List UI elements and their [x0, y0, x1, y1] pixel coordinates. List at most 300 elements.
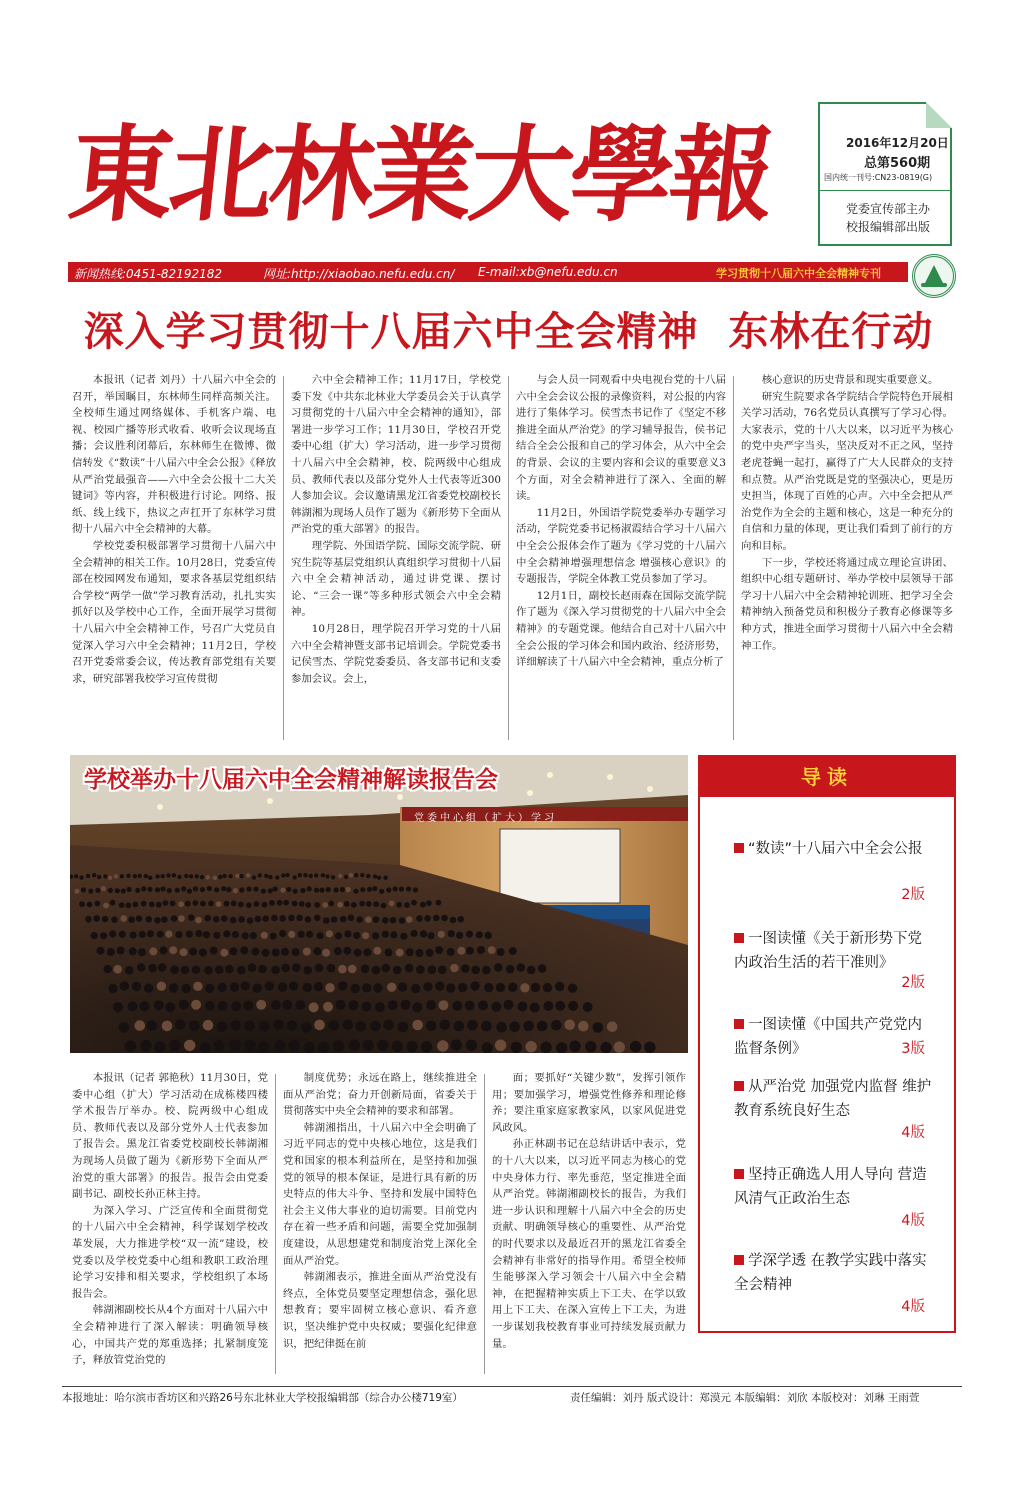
- bullet-square-icon: [734, 1019, 744, 1029]
- audience-head: [138, 948, 146, 956]
- audience-head: [220, 949, 228, 957]
- audience-head: [141, 886, 146, 891]
- audience-head: [199, 949, 207, 957]
- audience-head: [182, 984, 191, 993]
- audience-head: [495, 1040, 506, 1051]
- audience-head: [303, 948, 311, 956]
- audience-head: [259, 1021, 270, 1032]
- audience-head: [439, 1000, 449, 1010]
- audience-head: [213, 916, 220, 923]
- audience-head: [360, 887, 365, 892]
- guide-item[interactable]: [734, 1163, 934, 1211]
- audience-head: [423, 982, 432, 991]
- audience-head: [222, 874, 226, 878]
- bullet-square-icon: [734, 1169, 744, 1179]
- audience-head: [366, 874, 370, 878]
- audience-head: [86, 874, 90, 878]
- audience-head: [307, 886, 312, 891]
- audience-head: [477, 946, 485, 954]
- audience-head: [195, 874, 199, 878]
- audience-head: [248, 963, 257, 972]
- audience-head: [317, 932, 324, 939]
- audience-head: [218, 875, 222, 879]
- email-link[interactable]: E-mail:xb@nefu.edu.cn: [478, 265, 618, 279]
- audience-head: [314, 888, 319, 893]
- audience-head: [467, 1020, 478, 1031]
- audience-head: [344, 901, 350, 907]
- audience-head: [247, 917, 254, 924]
- audience-head: [551, 1020, 562, 1031]
- audience-head: [344, 875, 348, 879]
- audience-head: [293, 875, 297, 879]
- audience-head: [175, 1019, 186, 1030]
- audience-head: [496, 983, 505, 992]
- audience-head: [555, 982, 564, 991]
- audience-head: [299, 901, 305, 907]
- audience-head: [156, 902, 162, 908]
- audience-head: [506, 965, 515, 974]
- audience-head: [166, 873, 170, 877]
- audience-head: [167, 888, 172, 893]
- audience-head: [373, 916, 380, 923]
- paragraph: 10月28日，理学院召开学习党的十八届六中全会精神暨支部书记培训会。学院党委书记侯雪杰、学院党委委员、各支部书记和支委参加会议。会上，: [291, 622, 501, 685]
- audience-head: [218, 1001, 228, 1011]
- audience-head: [396, 949, 404, 957]
- audience-head: [396, 902, 402, 908]
- paragraph: 制度优势；永远在路上，继续推进全面从严治党；奋力开创新局面，省委关于贯彻落实中央全会精神的要求和部署。: [283, 1072, 477, 1118]
- audience-head: [180, 948, 188, 956]
- top-article-column-1: [72, 372, 276, 744]
- audience-head: [157, 931, 164, 938]
- issue-number: 总第560期: [864, 156, 931, 171]
- news-hotline: 新闻热线:0451-82192182: [74, 267, 222, 281]
- audience-head: [337, 902, 343, 908]
- publisher-line-2: 校报编辑部出版: [846, 220, 931, 234]
- guide-item[interactable]: [734, 837, 934, 861]
- audience-head: [162, 1021, 173, 1032]
- audience-head: [438, 931, 445, 938]
- audience-head: [200, 875, 204, 879]
- audience-head: [359, 901, 365, 907]
- paragraph: 下一步，学校还将通过成立理论宣讲团、组织中心组专题研讨、举办学校中层领导干部学习十八届六中全会精神轮训班、把学习全会精神纳入预备党员和积极分子教育必修课等多种方式，推进全面学习贯彻十八届六中全会精神工作。: [741, 556, 953, 652]
- audience-head: [262, 949, 270, 957]
- audience-head: [436, 900, 442, 906]
- audience-head: [411, 900, 417, 906]
- audience-head: [125, 1040, 136, 1051]
- audience-head: [97, 947, 105, 955]
- audience-head: [333, 1041, 344, 1052]
- audience-head: [458, 983, 467, 992]
- audience-head: [614, 1042, 625, 1053]
- audience-head: [426, 900, 432, 906]
- audience-head: [233, 888, 238, 893]
- audience-head: [279, 915, 286, 922]
- logo-base-bar: [921, 283, 947, 287]
- guide-item-page: 3版: [901, 1041, 925, 1057]
- footer-editors: 责任编辑：刘丹 版式设计：郑漠元 本版编辑：刘欣 本版校对：刘琳 王雨萱: [570, 1392, 920, 1404]
- audience-head: [523, 1021, 534, 1032]
- audience-head: [133, 902, 139, 908]
- audience-head: [377, 876, 381, 880]
- stage-banner-text: 党委中心组（扩大）学习: [414, 813, 557, 824]
- audience-head: [292, 963, 301, 972]
- audience-head: [433, 915, 440, 922]
- audience-head: [322, 902, 328, 908]
- paragraph: 研究生院要求各学院结合学院特色开展相关学习活动，76名党员认真撰写了学习心得。大家表示，党的十八大以来，以习近平为核心的党中央严字当头，坚决反对不正之风，坚持老虎苍蝇一起打，赢得了广大人民群众的支持和点赞。从严治党既是党的坚强决心，更是历史担当，体现了百姓的心声。六中全会把从严治党作为全会的主题和核心，这是一种充分的自信和力量的体现，更让我们看到了前行的方向和目标。: [741, 390, 953, 552]
- audience-head: [306, 931, 313, 938]
- issue-info-box: [818, 102, 952, 246]
- audience-head: [300, 888, 305, 893]
- guide-item-text: 一图读懂《关于新形势下党内政治生活的若干准则》: [734, 931, 922, 971]
- audience-head: [206, 875, 210, 879]
- audience-head: [363, 948, 371, 956]
- audience-head: [293, 889, 298, 894]
- audience-head: [160, 946, 168, 954]
- bullet-square-icon: [734, 843, 744, 853]
- audience-head: [244, 1021, 255, 1032]
- audience-head: [496, 1022, 507, 1033]
- audience-head: [420, 930, 427, 937]
- audience-head: [193, 900, 199, 906]
- audience-head: [309, 874, 313, 878]
- audience-head: [255, 916, 262, 923]
- audience-head: [139, 931, 146, 938]
- audience-head: [231, 901, 237, 907]
- audience-head: [154, 917, 161, 924]
- audience-head: [147, 930, 154, 937]
- guide-item[interactable]: [734, 927, 934, 975]
- audience-head: [338, 874, 342, 878]
- audience-head: [155, 887, 160, 892]
- audience-head: [149, 902, 155, 908]
- audience-head: [93, 915, 100, 922]
- audience-head: [189, 948, 197, 956]
- audience-head: [240, 946, 248, 954]
- audience-head: [102, 916, 109, 923]
- audience-head: [175, 931, 182, 938]
- audience-head: [411, 984, 420, 993]
- paragraph: 韩湖湘副校长从4个方面对十八届六中全会精神进行了深入解读：明确领导核心，中国共产党的郑重选择；扎紧制度笼子，释放管党治党的: [72, 1304, 268, 1367]
- audience-head: [218, 983, 227, 992]
- audience-head: [107, 948, 115, 956]
- audience-head: [569, 1041, 580, 1052]
- audience-head: [583, 1002, 593, 1012]
- audience-head: [237, 966, 246, 975]
- audience-head: [420, 902, 426, 908]
- guide-item[interactable]: [734, 1249, 934, 1297]
- audience-head: [253, 887, 258, 892]
- audience-head: [114, 874, 118, 878]
- audience-head: [169, 1040, 180, 1051]
- audience-head: [74, 874, 78, 878]
- audience-head: [451, 1039, 462, 1050]
- audience-head: [399, 887, 404, 892]
- audience-head: [81, 887, 86, 892]
- audience-head: [555, 1001, 565, 1011]
- audience-head: [334, 887, 339, 892]
- audience-head: [192, 966, 201, 975]
- audience-head: [416, 965, 425, 974]
- audience-head: [230, 982, 239, 991]
- audience-head: [87, 902, 93, 908]
- audience-head: [186, 931, 193, 938]
- audience-head: [538, 964, 547, 973]
- audience-head: [243, 1001, 253, 1011]
- audience-head: [365, 916, 372, 923]
- audience-head: [88, 889, 93, 894]
- paragraph: 本报讯（记者 郭艳秋）11月30日，党委中心组（扩大）学习活动在成栋楼四楼学术报告厅举办。校、院两级中心组成员、教师代表以及部分党外人士代表参加了报告会。黑龙江省委党校副校长韩湖湘为现场人员做了题为《新形势下全面从严治党的重大部署》的报告。报告会由党委副书记、副校长孙正林主持。: [72, 1072, 268, 1201]
- audience-head: [177, 875, 181, 879]
- auditorium-illustration: [70, 755, 688, 1053]
- audience-head: [184, 874, 188, 878]
- audience-head: [325, 874, 329, 878]
- audience-head: [155, 874, 159, 878]
- audience-head: [229, 1039, 240, 1050]
- paragraph: 面；要抓好“关键少数”，发挥引领作用；要加强学习，增强党性修养和理论修养；要注重家庭家教家风，以家风促进党风政风。: [492, 1072, 686, 1134]
- audience-head: [644, 1042, 655, 1053]
- audience-head: [457, 947, 465, 955]
- audience-head: [338, 965, 347, 974]
- audience-head: [113, 1002, 123, 1012]
- audience-head: [314, 1020, 325, 1031]
- audience-head: [344, 930, 351, 937]
- audience-head: [346, 887, 351, 892]
- audience-head: [154, 1041, 165, 1052]
- audience-head: [385, 949, 393, 957]
- audience-head: [265, 982, 274, 991]
- website-link[interactable]: 网址:http://xiaobao.nefu.edu.cn/: [263, 267, 455, 281]
- audience-head: [287, 1020, 298, 1031]
- audience-head: [360, 873, 364, 877]
- audience-head: [441, 915, 448, 922]
- audience-head: [231, 1001, 241, 1011]
- audience-head: [476, 931, 483, 938]
- audience-head: [288, 915, 295, 922]
- audience-head: [92, 873, 96, 877]
- audience-head: [366, 901, 372, 907]
- audience-head: [392, 1041, 403, 1052]
- audience-head: [292, 901, 298, 907]
- audience-head: [228, 874, 232, 878]
- audience-head: [203, 1020, 214, 1031]
- audience-head: [296, 915, 303, 922]
- audience-head: [377, 1040, 388, 1051]
- audience-head: [466, 931, 473, 938]
- audience-head: [340, 887, 345, 892]
- audience-head: [126, 874, 130, 878]
- audience-head: [303, 966, 312, 975]
- audience-head: [283, 900, 289, 906]
- audience-head: [111, 916, 118, 923]
- bottom-article-column-1: [72, 1070, 268, 1378]
- audience-head: [239, 887, 244, 892]
- audience-head: [465, 1001, 475, 1011]
- audience-head: [328, 901, 334, 907]
- audience-head: [161, 874, 165, 878]
- guide-item-page: 2版: [901, 975, 925, 991]
- audience-head: [305, 902, 311, 908]
- paragraph: 学校党委积极部署学习贯彻十八届六中全会精神的相关工作。10月28日，党委宣传部在校园网发布通知，要求各基层党组织结合学校“两学一做”学习教育活动，扎扎实实抓好以及学校中心工作，全面开展学习贯彻十八届六中全会精神工作，号召广大党员自觉深入学习六中全会精神；11月2日，学校召开党委常委会议，传达教育部党组有关要求，研究部署我校学习宣传贯彻: [72, 539, 276, 685]
- audience-head: [335, 1000, 345, 1010]
- audience-head: [386, 887, 391, 892]
- audience-head: [271, 915, 278, 922]
- audience-head: [130, 932, 137, 939]
- audience-head: [223, 930, 230, 937]
- audience-head: [163, 900, 169, 906]
- audience-head: [428, 965, 437, 974]
- audience-head: [193, 982, 202, 991]
- guide-item-text: 坚持正确选人用人导向 营造风清气正政治生态: [734, 1167, 927, 1207]
- audience-head: [165, 931, 172, 938]
- audience-head: [399, 917, 406, 924]
- audience-head: [331, 916, 338, 923]
- audience-head: [520, 983, 529, 992]
- audience-head: [286, 887, 291, 892]
- audience-head: [195, 930, 202, 937]
- audience-head: [125, 966, 134, 975]
- audience-head: [303, 873, 307, 877]
- audience-head: [354, 949, 362, 957]
- audience-head: [373, 874, 377, 878]
- audience-head: [585, 1041, 596, 1052]
- audience-head: [288, 931, 295, 938]
- audience-head: [189, 1021, 200, 1032]
- divider: [820, 190, 950, 191]
- audience-head: [411, 930, 418, 937]
- audience-head: [213, 932, 220, 939]
- guide-title: 导读: [700, 757, 954, 797]
- audience-head: [277, 900, 283, 906]
- audience-head: [466, 1040, 477, 1051]
- audience-head: [169, 983, 178, 992]
- audience-head: [216, 901, 222, 907]
- audience-head: [407, 1041, 418, 1052]
- paragraph: 核心意识的历史背景和现实重要意义。: [761, 374, 939, 386]
- audience-head: [390, 917, 397, 924]
- audience-head: [79, 901, 85, 907]
- audience-head: [261, 932, 268, 939]
- audience-head: [279, 930, 286, 937]
- audience-head: [373, 901, 379, 907]
- audience-head: [221, 915, 228, 922]
- audience-head: [509, 1021, 520, 1032]
- audience-head: [147, 887, 152, 892]
- audience-head: [435, 946, 443, 954]
- audience-head: [207, 886, 212, 891]
- audience-head: [354, 873, 358, 877]
- guide-item[interactable]: [734, 1075, 934, 1123]
- audience-head: [343, 1019, 354, 1030]
- audience-head: [440, 1020, 451, 1031]
- audience-head: [383, 1020, 394, 1031]
- audience-head: [144, 874, 148, 878]
- audience-head: [301, 1022, 312, 1033]
- audience-head: [258, 873, 262, 877]
- audience-head: [412, 1020, 423, 1031]
- audience-head: [178, 915, 185, 922]
- audience-head: [450, 917, 457, 924]
- audience-head: [247, 887, 252, 892]
- audience-head: [245, 1040, 256, 1051]
- audience-head: [540, 1042, 551, 1053]
- guide-item-page: 2版: [901, 887, 925, 903]
- audience-head: [103, 874, 107, 878]
- audience-head: [200, 887, 205, 892]
- audience-head: [383, 876, 387, 880]
- audience-head: [281, 873, 285, 877]
- audience-head: [140, 1001, 150, 1011]
- audience-head: [323, 1002, 333, 1012]
- audience-head: [170, 965, 179, 974]
- audience-head: [292, 948, 300, 956]
- audience-head: [401, 1000, 411, 1010]
- audience-head: [390, 931, 397, 938]
- audience-head: [110, 900, 116, 906]
- main-headline: 深入学习贯彻十八届六中全会精神 东林在行动: [83, 309, 934, 355]
- audience-head: [314, 902, 320, 908]
- guide-item-page: 4版: [901, 1213, 925, 1229]
- audience-head: [119, 1022, 130, 1033]
- audience-head: [251, 948, 259, 956]
- audience-head: [313, 947, 321, 955]
- audience-head: [205, 1001, 215, 1011]
- audience-head: [154, 1000, 164, 1010]
- audience-head: [543, 983, 552, 992]
- audience-head: [400, 933, 407, 940]
- audience-head: [435, 981, 444, 990]
- footer-divider: [62, 1386, 962, 1387]
- audience-head: [108, 876, 112, 880]
- audience-head: [94, 901, 100, 907]
- audience-head: [181, 886, 186, 891]
- paragraph: 为深入学习、广泛宣传和全面贯彻党的十八届六中全会精神，科学谋划学校改革发展，大力推进学校“双一流”建设，校党委以及学校党委中心组和教职工政治理论学习安排和相关要求，学校组织了本场报告会。: [72, 1204, 268, 1300]
- audience-head: [426, 1000, 436, 1010]
- audience-head: [387, 983, 396, 992]
- audience-head: [326, 887, 331, 892]
- special-issue-label: 学习贯彻十八届六中全会精神专刊: [716, 267, 881, 280]
- audience-head: [398, 1022, 409, 1033]
- audience-head: [349, 1039, 360, 1050]
- audience-head: [100, 932, 107, 939]
- audience-head: [351, 984, 360, 993]
- audience-head: [304, 1042, 315, 1053]
- audience-head: [437, 1040, 448, 1051]
- audience-head: [543, 1001, 553, 1011]
- audience-head: [217, 1021, 228, 1032]
- audience-head: [225, 965, 234, 974]
- audience-head: [482, 966, 491, 975]
- audience-head: [268, 888, 273, 893]
- audience-head: [321, 873, 325, 877]
- audience-head: [497, 948, 505, 956]
- audience-head: [271, 966, 280, 975]
- bottom-article-column-3: [492, 1070, 686, 1378]
- audience-head: [120, 874, 124, 878]
- audience-head: [349, 1000, 359, 1010]
- audience-head: [404, 902, 410, 908]
- audience-head: [280, 888, 285, 893]
- audience-head: [203, 931, 210, 938]
- audience-head: [424, 915, 431, 922]
- audience-head: [74, 889, 79, 894]
- audience-head: [258, 1041, 269, 1052]
- audience-head: [511, 1042, 522, 1053]
- audience-head: [303, 983, 312, 992]
- audience-head: [600, 1042, 611, 1053]
- audience-head: [531, 983, 540, 992]
- column-divider: [733, 376, 734, 740]
- lecture-hall-photo: [70, 755, 688, 1053]
